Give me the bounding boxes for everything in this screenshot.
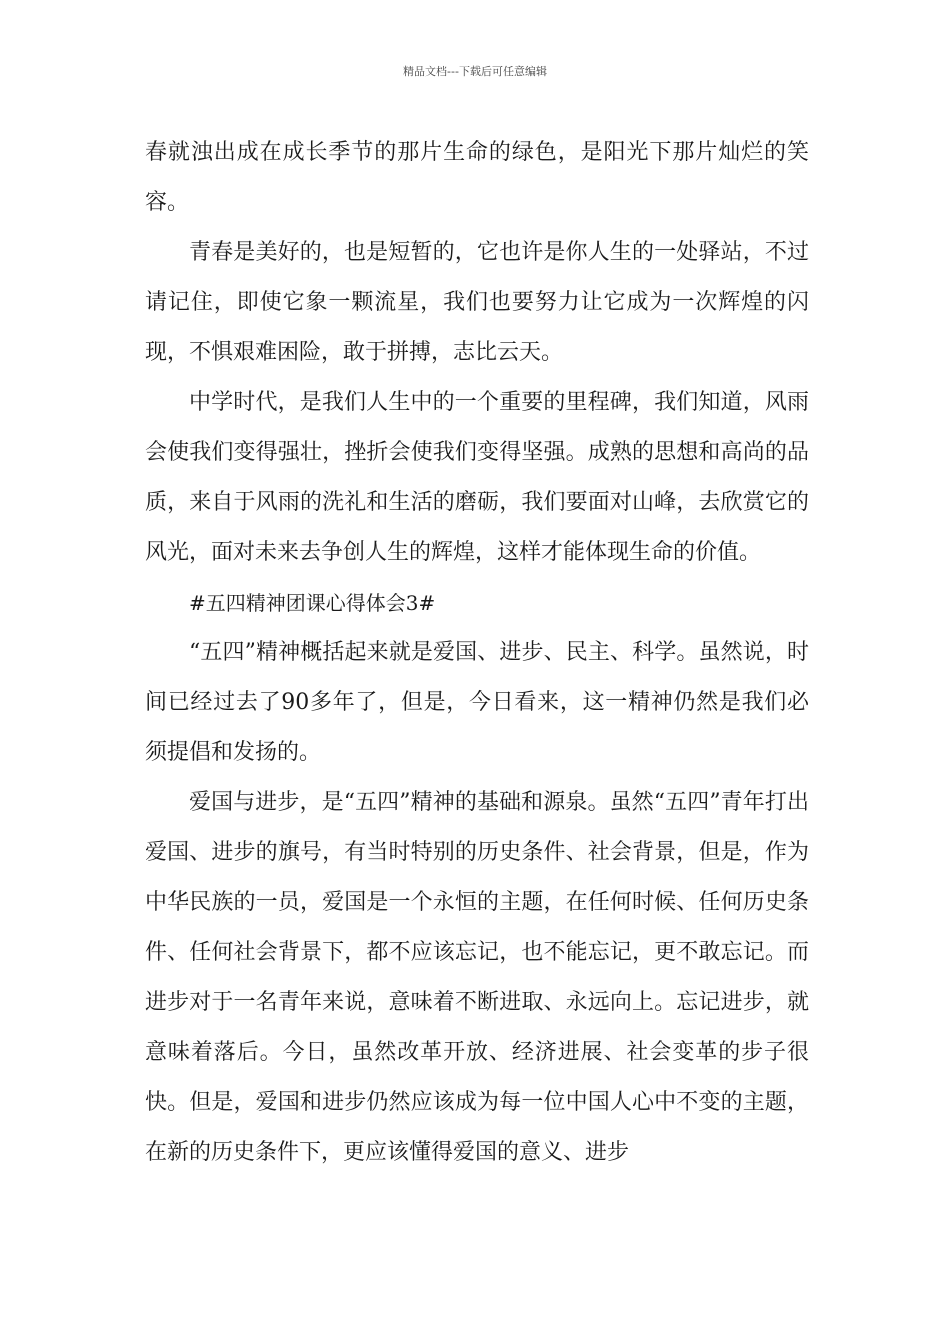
paragraph-youth: 青春是美好的，也是短暂的，它也许是你人生的一处驿站，不过请记住，即使它象一颗流星，我们也要努力让它成为一次辉煌的闪现，不惧艰难困险，敢于拼搏，志比云天。 xyxy=(145,240,809,365)
paragraph-may-fourth-spirit: “五四”精神概括起来就是爱国、进步、民主、科学。虽然说，时间已经过去了90多年了，但是，今日看来，这一精神仍然是我们必须提倡和发扬的。 xyxy=(145,640,809,765)
section-heading: #五四精神团课心得体会3# xyxy=(189,591,436,615)
paragraph-middle-school: 中学时代，是我们人生中的一个重要的里程碑，我们知道，风雨会使我们变得强壮，挫折会使我们变得坚强。成熟的思想和高尚的品质，来自于风雨的洗礼和生活的磨砺，我们要面对山峰，去欣赏它的风光，面对未来去争创人生的辉煌，这样才能体现生命的价值。 xyxy=(145,390,809,565)
document-body xyxy=(145,128,809,1178)
paragraph-continuation: 春就浊出成在成长季节的那片生命的绿色，是阳光下那片灿烂的笑容。 xyxy=(145,140,809,215)
paragraph-patriotism-progress: 爱国与进步，是“五四”精神的基础和源泉。虽然“五四”青年打出爱国、进步的旗号，有当时特别的历史条件、社会背景，但是，作为中华民族的一员，爱国是一个永恒的主题，在任何时候、任何历史条件、任何社会背景下，都不应该忘记，也不能忘记，更不敢忘记。而进步对于一名青年来说，意味着不断进取、永远向上。忘记进步，就意味着落后。今日，虽然改革开放、经济进展、社会变革的步子很快。但是，爱国和进步仍然应该成为每一位中国人心中不变的主题，在新的历史条件下，更应该懂得爱国的意义、进步 xyxy=(145,790,809,1165)
page-header: 精品文档---下载后可任意编辑 xyxy=(403,65,547,78)
